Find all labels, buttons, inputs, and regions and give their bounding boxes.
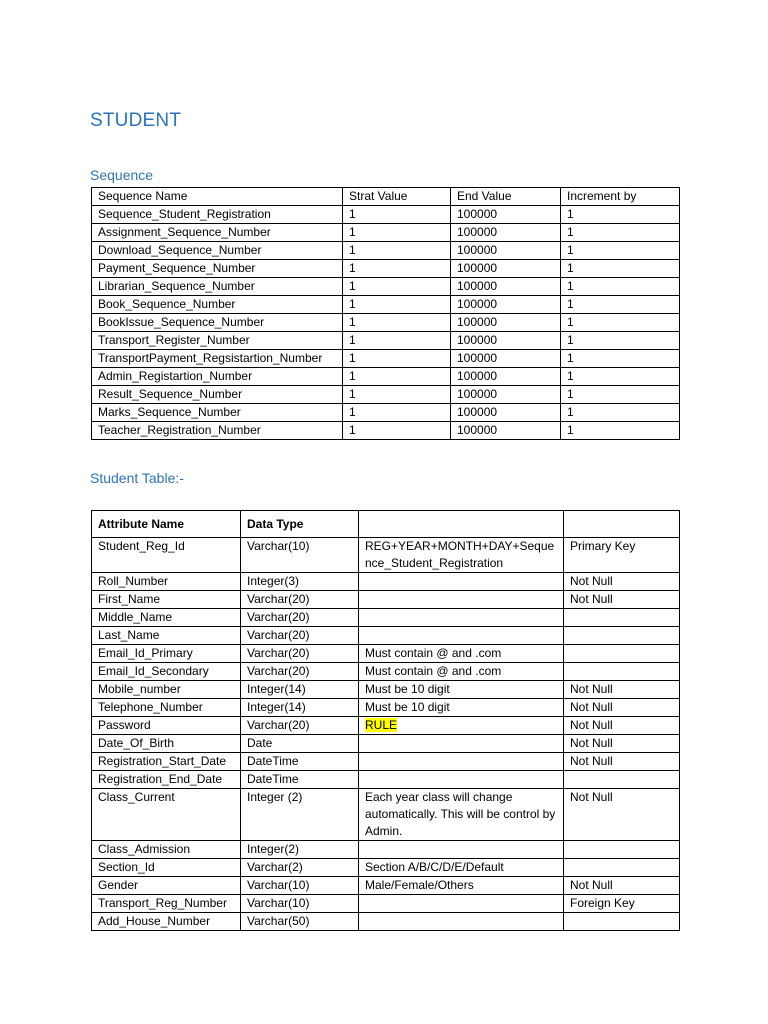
sequence-row-cell: 100000 xyxy=(451,296,561,314)
sequence-row-cell: 100000 xyxy=(451,224,561,242)
sequence-row-cell: Assignment_Sequence_Number xyxy=(92,224,343,242)
sequence-row-cell: 1 xyxy=(561,206,680,224)
student-row-cell xyxy=(564,841,680,859)
sequence-row xyxy=(92,404,680,422)
student-row-cell xyxy=(564,645,680,663)
student-row-cell: Integer(14) xyxy=(241,681,359,699)
student-row-cell: Not Null xyxy=(564,735,680,753)
student-row-cell: Integer (2) xyxy=(241,789,359,841)
sequence-row-cell: Download_Sequence_Number xyxy=(92,242,343,260)
student-row-cell xyxy=(564,859,680,877)
sequence-row-cell: Teacher_Registration_Number xyxy=(92,422,343,440)
student-row-cell: Registration_End_Date xyxy=(92,771,241,789)
student-header-cell xyxy=(359,511,564,538)
sequence-row xyxy=(92,224,680,242)
student-row-cell xyxy=(359,895,564,913)
sequence-row xyxy=(92,296,680,314)
student-row-cell: Primary Key xyxy=(564,538,680,573)
sequence-table-body xyxy=(92,206,680,440)
sequence-heading: Sequence xyxy=(90,167,154,183)
sequence-row xyxy=(92,206,680,224)
student-row-cell: Varchar(2) xyxy=(241,859,359,877)
sequence-row-cell: 1 xyxy=(343,386,451,404)
student-row-cell xyxy=(359,735,564,753)
student-row-cell: Male/Female/Others xyxy=(359,877,564,895)
sequence-row-cell: Sequence_Student_Registration xyxy=(92,206,343,224)
sequence-row-cell: 1 xyxy=(343,350,451,368)
sequence-row-cell: 100000 xyxy=(451,422,561,440)
student-row-cell: Not Null xyxy=(564,699,680,717)
student-row-cell: Varchar(20) xyxy=(241,645,359,663)
sequence-row-cell: 1 xyxy=(343,314,451,332)
sequence-row-cell: 1 xyxy=(343,296,451,314)
highlighted-text: RULE xyxy=(365,718,398,732)
sequence-row-cell: 1 xyxy=(561,314,680,332)
student-row-cell: Must contain @ and .com xyxy=(359,663,564,681)
student-row-cell xyxy=(564,663,680,681)
student-row-cell: Must be 10 digit xyxy=(359,681,564,699)
sequence-header-cell: Increment by xyxy=(561,188,680,206)
student-row xyxy=(92,789,680,841)
sequence-row-cell: 1 xyxy=(561,296,680,314)
sequence-row-cell: 100000 xyxy=(451,242,561,260)
student-row-cell: Not Null xyxy=(564,681,680,699)
sequence-row xyxy=(92,368,680,386)
student-row-cell: Integer(2) xyxy=(241,841,359,859)
sequence-table xyxy=(91,187,680,440)
student-row-cell: Integer(3) xyxy=(241,573,359,591)
sequence-row-cell: 1 xyxy=(561,224,680,242)
student-row-cell: Last_Name xyxy=(92,627,241,645)
student-table-heading: Student Table:- xyxy=(90,470,184,486)
document-title: STUDENT xyxy=(90,110,182,131)
student-row-cell: Varchar(10) xyxy=(241,895,359,913)
student-row-cell xyxy=(359,573,564,591)
student-header-cell: Attribute Name xyxy=(92,511,241,538)
student-row-cell: Foreign Key xyxy=(564,895,680,913)
student-row-cell: Integer(14) xyxy=(241,699,359,717)
student-row-cell: Email_Id_Secondary xyxy=(92,663,241,681)
sequence-row-cell: 100000 xyxy=(451,386,561,404)
student-row-cell xyxy=(359,627,564,645)
student-row-cell: Varchar(20) xyxy=(241,627,359,645)
student-row-cell xyxy=(359,841,564,859)
student-row-cell xyxy=(359,753,564,771)
sequence-row-cell: 1 xyxy=(343,278,451,296)
sequence-row xyxy=(92,386,680,404)
sequence-row xyxy=(92,314,680,332)
sequence-row xyxy=(92,242,680,260)
student-row xyxy=(92,877,680,895)
student-row-cell: Varchar(20) xyxy=(241,717,359,735)
student-row xyxy=(92,591,680,609)
sequence-row xyxy=(92,260,680,278)
student-row-cell: Gender xyxy=(92,877,241,895)
student-row-cell: Not Null xyxy=(564,573,680,591)
sequence-row-cell: 100000 xyxy=(451,332,561,350)
student-row-cell xyxy=(359,717,564,735)
sequence-row-cell: Marks_Sequence_Number xyxy=(92,404,343,422)
sequence-header-cell: End Value xyxy=(451,188,561,206)
sequence-header-cell: Sequence Name xyxy=(92,188,343,206)
student-row xyxy=(92,699,680,717)
student-row-cell: Not Null xyxy=(564,591,680,609)
student-row-cell: Each year class will change automatically. This will be control by Admin. xyxy=(359,789,564,841)
sequence-row-cell: 1 xyxy=(343,242,451,260)
student-row xyxy=(92,735,680,753)
sequence-row-cell: 1 xyxy=(343,260,451,278)
sequence-row-cell: Transport_Register_Number xyxy=(92,332,343,350)
student-row-cell: Varchar(20) xyxy=(241,663,359,681)
student-row-cell: Section_Id xyxy=(92,859,241,877)
sequence-row-cell: 1 xyxy=(343,206,451,224)
student-row xyxy=(92,771,680,789)
student-row-cell xyxy=(564,913,680,931)
student-row-cell: Email_Id_Primary xyxy=(92,645,241,663)
sequence-row-cell: 100000 xyxy=(451,314,561,332)
student-row-cell xyxy=(564,609,680,627)
sequence-row-cell: BookIssue_Sequence_Number xyxy=(92,314,343,332)
sequence-row-cell: 1 xyxy=(343,422,451,440)
student-row-cell: Varchar(20) xyxy=(241,591,359,609)
student-row xyxy=(92,841,680,859)
sequence-row-cell: 1 xyxy=(561,260,680,278)
student-row-cell: Not Null xyxy=(564,717,680,735)
sequence-row-cell: 100000 xyxy=(451,278,561,296)
student-row xyxy=(92,753,680,771)
student-row-cell: Varchar(10) xyxy=(241,538,359,573)
student-row-cell: REG+YEAR+MONTH+DAY+Sequence_Student_Registration xyxy=(359,538,564,573)
student-row-cell xyxy=(359,771,564,789)
student-row xyxy=(92,573,680,591)
student-row-cell: First_Name xyxy=(92,591,241,609)
student-row-cell: Must be 10 digit xyxy=(359,699,564,717)
sequence-header-row xyxy=(92,188,680,206)
sequence-row-cell: 100000 xyxy=(451,260,561,278)
sequence-row xyxy=(92,278,680,296)
student-row-cell: Date xyxy=(241,735,359,753)
student-row xyxy=(92,538,680,573)
sequence-row-cell: Admin_Registartion_Number xyxy=(92,368,343,386)
student-row-cell: Password xyxy=(92,717,241,735)
sequence-row-cell: 100000 xyxy=(451,350,561,368)
student-row-cell: Varchar(50) xyxy=(241,913,359,931)
sequence-row-cell: 1 xyxy=(343,332,451,350)
sequence-row-cell: Librarian_Sequence_Number xyxy=(92,278,343,296)
student-table-body xyxy=(92,538,680,931)
sequence-row-cell: TransportPayment_Regsistartion_Number xyxy=(92,350,343,368)
student-row-cell: Student_Reg_Id xyxy=(92,538,241,573)
student-row-cell: DateTime xyxy=(241,771,359,789)
sequence-row-cell: Book_Sequence_Number xyxy=(92,296,343,314)
student-row xyxy=(92,627,680,645)
student-row-cell: Transport_Reg_Number xyxy=(92,895,241,913)
sequence-row-cell: 100000 xyxy=(451,206,561,224)
student-row-cell: Not Null xyxy=(564,753,680,771)
student-row xyxy=(92,609,680,627)
student-row xyxy=(92,663,680,681)
sequence-row xyxy=(92,350,680,368)
student-row-cell xyxy=(359,591,564,609)
student-row-cell: Date_Of_Birth xyxy=(92,735,241,753)
sequence-row-cell: Payment_Sequence_Number xyxy=(92,260,343,278)
student-row xyxy=(92,913,680,931)
student-row xyxy=(92,681,680,699)
student-row-cell xyxy=(359,913,564,931)
sequence-row-cell: 1 xyxy=(561,350,680,368)
student-row-cell: Roll_Number xyxy=(92,573,241,591)
student-table xyxy=(91,510,680,931)
sequence-row-cell: 1 xyxy=(561,404,680,422)
student-row-cell xyxy=(564,627,680,645)
student-row xyxy=(92,717,680,735)
student-row-cell: Varchar(20) xyxy=(241,609,359,627)
sequence-row-cell: 1 xyxy=(561,278,680,296)
sequence-row-cell: 100000 xyxy=(451,368,561,386)
student-row xyxy=(92,895,680,913)
student-row-cell: Class_Admission xyxy=(92,841,241,859)
student-row-cell: Add_House_Number xyxy=(92,913,241,931)
student-row-cell: Varchar(10) xyxy=(241,877,359,895)
sequence-header-cell: Strat Value xyxy=(343,188,451,206)
student-header-row xyxy=(92,511,680,538)
sequence-row-cell: 1 xyxy=(343,224,451,242)
sequence-row-cell: 1 xyxy=(343,368,451,386)
sequence-row-cell: 1 xyxy=(561,386,680,404)
student-row-cell: Not Null xyxy=(564,789,680,841)
student-row-cell xyxy=(359,609,564,627)
sequence-row-cell: 1 xyxy=(561,422,680,440)
sequence-row-cell: Result_Sequence_Number xyxy=(92,386,343,404)
student-row-cell: DateTime xyxy=(241,753,359,771)
sequence-row-cell: 1 xyxy=(343,404,451,422)
student-row-cell: Section A/B/C/D/E/Default xyxy=(359,859,564,877)
student-row-cell xyxy=(564,771,680,789)
student-row-cell: Not Null xyxy=(564,877,680,895)
student-header-cell: Data Type xyxy=(241,511,359,538)
sequence-row xyxy=(92,332,680,350)
sequence-row-cell: 1 xyxy=(561,242,680,260)
student-row xyxy=(92,645,680,663)
sequence-row-cell: 1 xyxy=(561,332,680,350)
student-row xyxy=(92,859,680,877)
student-row-cell: Telephone_Number xyxy=(92,699,241,717)
student-row-cell: Mobile_number xyxy=(92,681,241,699)
sequence-row xyxy=(92,422,680,440)
sequence-row-cell: 100000 xyxy=(451,404,561,422)
student-header-cell xyxy=(564,511,680,538)
student-row-cell: Class_Current xyxy=(92,789,241,841)
sequence-row-cell: 1 xyxy=(561,368,680,386)
student-row-cell: Middle_Name xyxy=(92,609,241,627)
student-row-cell: Registration_Start_Date xyxy=(92,753,241,771)
student-row-cell: Must contain @ and .com xyxy=(359,645,564,663)
